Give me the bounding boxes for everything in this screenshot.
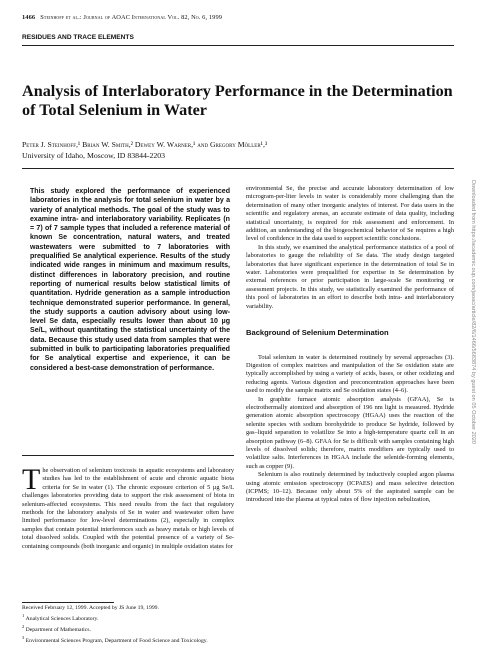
paragraph: environmental Se, the precise and accurate laboratory determination of low microgram-per-liter levels in water is considerably more challenging than the determination of many other inorganic analytes of interest. For data users in the scientific and regulatory arenas, an accurate estimate of data quality, including statistical uncertainty, is required for risk assessment and enforcement. In addition, an understanding of the biogeochemical behavior of Se requires a high level of confidence in the data used to support scientific conclusions. [246,185,454,243]
affiliation: University of Idaho, Moscow, ID 83844-2203 [22,151,166,160]
right-column [246,185,454,505]
paragraph: In this study, we examined the analytical performance statistics of a pool of laboratories to gauge the reliability of Se data. The study design targeted laboratories that have significant experience in the determination of total Se in water. Laboratories were prequalified for expertise in Se determination by external references or prior participation in large-scale Se monitoring or assessment projects. In this study, we statistically examined the performance of this pool of laboratories in an effort to describe both intra- and interlaboratory variability. [246,243,454,310]
footnotes [22,605,234,645]
section-divider [22,45,454,46]
section-tag: RESIDUES AND TRACE ELEMENTS [22,34,134,41]
download-watermark: Downloaded from https://academic.oup.com/jaoac/article/82/6/1466/5683874 by guest on 05 October 2020 [470,180,476,445]
introduction [22,463,234,551]
page-number: 1466 [22,14,36,21]
received-date: Received February 12, 1999. Accepted by JS June 19, 1999. [22,605,159,611]
header-divider [22,168,454,169]
abstract-divider [22,455,234,456]
intro-text: he observation of selenium toxicosis in aquatic ecosystems and laboratory studies has led to the establishment of acute and chronic aquatic biota criteria for Se in water (1). The chronic exposure criterion of 5 µg Se/L challenges laboratories providing data to support the risk assessment of biota in selenium-affected ecosystems. This need results from the fact that regulatory methods for the laboratory analysis of Se in water and wastewater often have limited performance for low-level determinations (2), especially in complex samples that contain potential interferences such as heavy metals or high levels of total dissolved solids. Coupled with the potential presence of a variety of Se-containing compounds (both inorganic and organic) in multiple oxidation states for [22,467,234,550]
paragraph: In graphite furnace atomic absorption analysis (GFAA), Se is electrothermally atomized and absorption of 196 nm light is measured. Hydride generation atomic absorption spectroscopy (HGAA) uses the reaction of the selenite species with sodium borohydride to produce Se hydride, followed by gas–liquid separation to volatilize Se into a high-temperature quartz cell in an absorption pathway (6–8). GFAA for Se is difficult with samples containing high levels of dissolved solids; therefore, matrix modifiers are typically used to volatilize salts. Interferences in HGAA include the selenide-forming elements, such as copper (9). [246,395,454,470]
author-list: Peter J. Steinhoff,¹ Brian W. Smith,² Dewey W. Warner,¹ and Gregory Möller¹,³ [22,140,268,149]
footnote-item: $^2$ Department of Mathematics. [22,623,91,633]
running-head [22,14,452,21]
footnote-item: $^3$ Environmental Sciences Program, Department of Food Science and Toxicology. [22,634,208,644]
abstract: This study explored the performance of experienced laboratories in the analysis for total selenium in water by a variety of analytical methods. The goal of the study was to examine intra- and interlaboratory variability. Replicates (n = 7) of 7 sample types that included a reference material of known Se concentration, natural waters, and treated wastewaters were submitted to 7 laboratories with prequalified Se analytical experience. Results of the study indicated wide ranges in minimum and maximum results, distinct differences in laboratory precision, and routine reporting of numerical results below statistical limits of quantitation. Hydride generation as a sample introduction technique demonstrated superior performance. In general, the study supports a caution advisory about using low-level Se data, especially results lower than about 10 µg Se/L, without quantitating the statistical uncertainty of the data. Because this study used data from samples that were submitted in bulk to participating laboratories prequalified for Se analytical expertise and experience, it can be considered a best-case demonstration of performance. [30,188,230,372]
article-title: Analysis of Interlaboratory Performance in the Determination of Total Selenium in Water [22,82,453,119]
paragraph: Selenium is also routinely determined by inductively coupled argon plasma using atomic emission spectroscopy (ICPAES) and mass selective detection (ICPMS; 10–12). Because only about 5% of the aspirated sample can be introduced into the plasma at typical rates of flow injection nebulization, [246,471,454,504]
footnote-item: $^1$ Analytical Sciences Laboratory. [22,613,99,622]
section-heading: Background of Selenium Determination [246,328,389,338]
paragraph: Total selenium in water is determined routinely by several approaches (3). Digestion of complex matrixes and manipulation of the Se oxidation state are typically accomplished by using a variety of acids, bases, or other oxidizing and reducing agents. Various digestion and preconcentration approaches have been used to modify the sample matrix and Se oxidation states (4–6). [246,353,454,395]
drop-cap: T [22,463,41,496]
journal-citation: Steinhoff et al.: Journal of AOAC International Vol. 82, No. 6, 1999 [40,14,223,21]
footnote-divider [22,602,114,603]
